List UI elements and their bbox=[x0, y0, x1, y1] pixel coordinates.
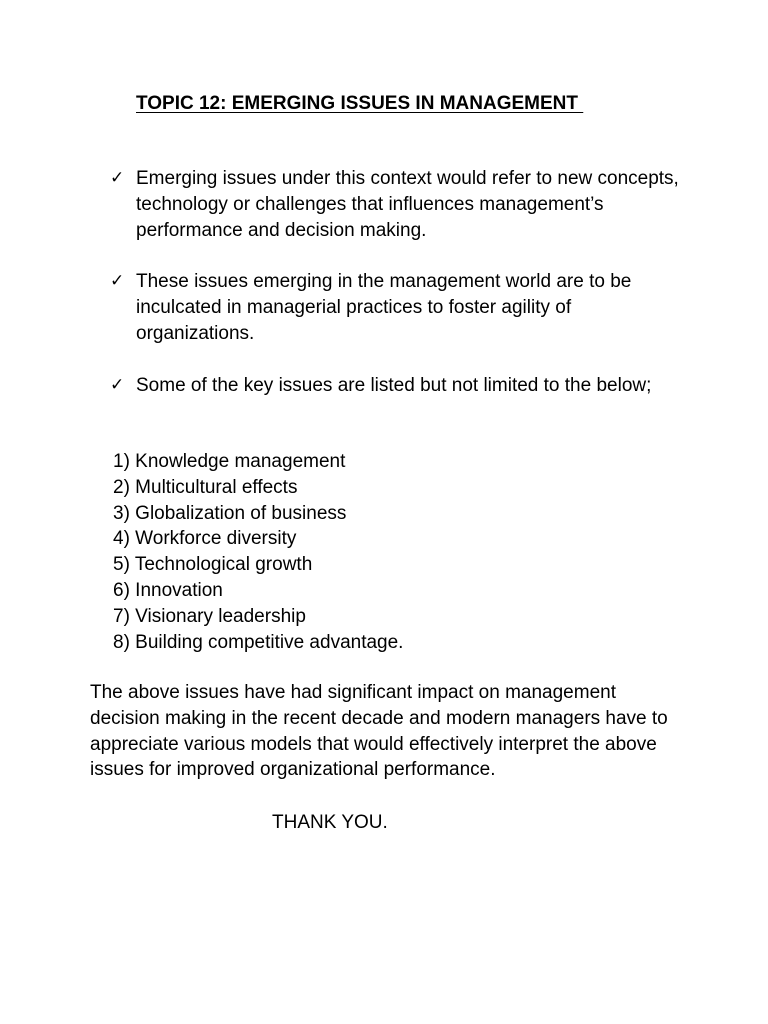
bullet-item bbox=[110, 269, 690, 346]
numbered-issue-list bbox=[113, 449, 403, 655]
checkmark-icon: ✓ bbox=[110, 271, 125, 292]
list-item: 7) Visionary leadership bbox=[113, 605, 306, 627]
list-item: 2) Multicultural effects bbox=[113, 476, 298, 498]
conclusion-paragraph: The above issues have had significant impact on management decision making in the recent decade and modern managers have to appreciate various models that would effectively interpret the above issues for improved organizational performance. bbox=[90, 682, 668, 781]
bullet-text: These issues emerging in the management world are to be inculcated in managerial practices to foster agility of organizations. bbox=[136, 271, 632, 344]
bullet-text: Some of the key issues are listed but not limited to the below; bbox=[136, 374, 652, 396]
list-item: 6) Innovation bbox=[113, 579, 223, 601]
bullet-item bbox=[110, 166, 690, 243]
closing-text: THANK YOU. bbox=[272, 812, 388, 833]
list-item: 4) Workforce diversity bbox=[113, 528, 297, 550]
page-title: TOPIC 12: EMERGING ISSUES IN MANAGEMENT bbox=[136, 93, 584, 114]
list-item: 8) Building competitive advantage. bbox=[113, 631, 404, 653]
bullet-list bbox=[110, 166, 690, 425]
bullet-text: Emerging issues under this context would refer to new concepts, technology or challenges that influences management’s performance and decision making. bbox=[136, 168, 679, 241]
checkmark-icon: ✓ bbox=[110, 374, 125, 395]
list-item: 3) Globalization of business bbox=[113, 502, 347, 524]
checkmark-icon: ✓ bbox=[110, 168, 125, 188]
list-item: 5) Technological growth bbox=[113, 554, 313, 576]
list-item: 1) Knowledge management bbox=[113, 451, 346, 472]
bullet-item bbox=[110, 373, 690, 399]
